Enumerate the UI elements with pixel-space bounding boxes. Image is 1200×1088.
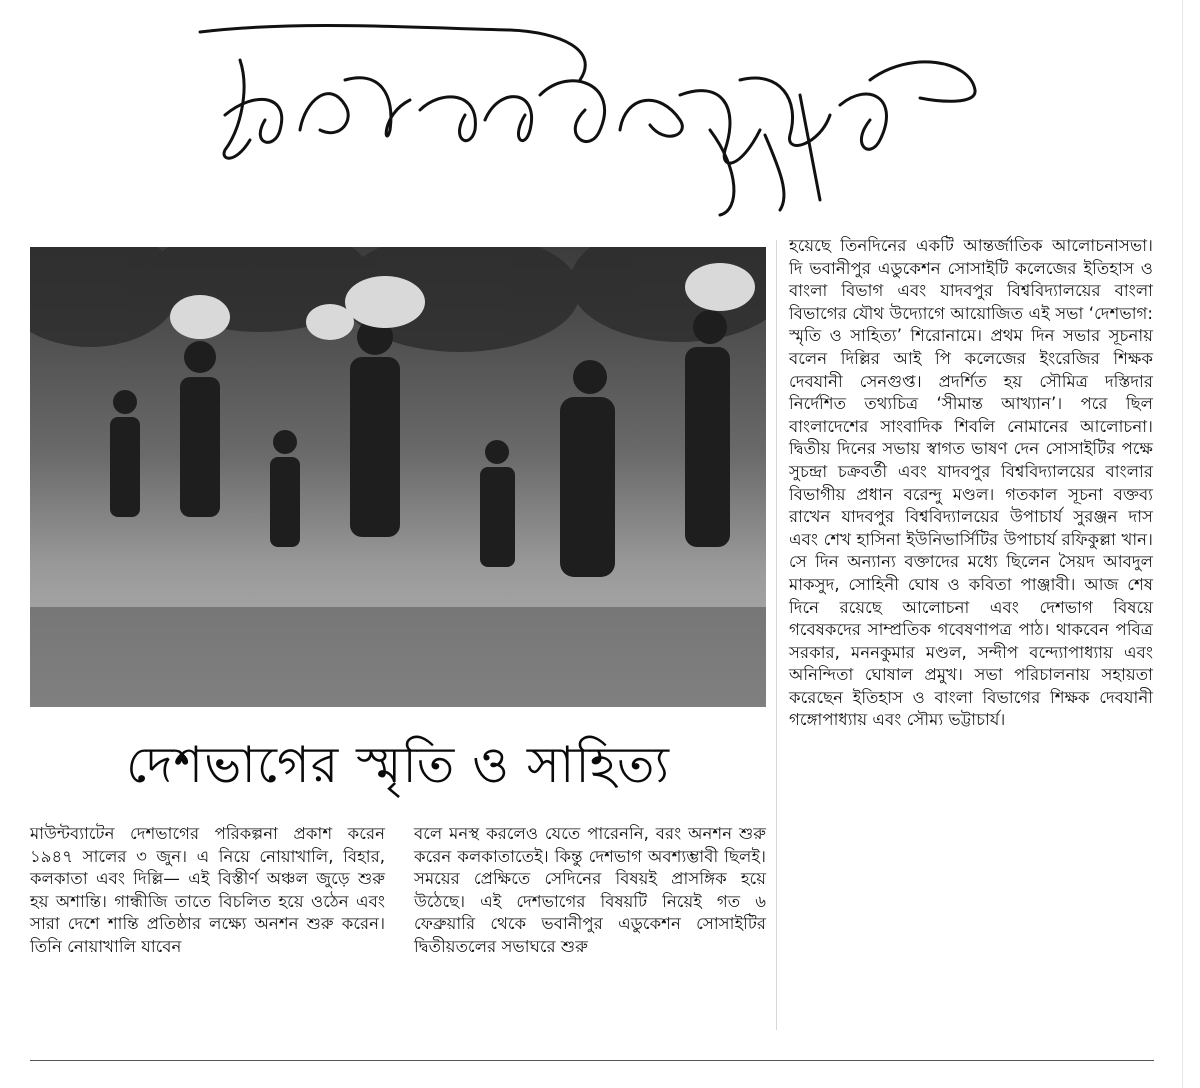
- page-edge-rule: [1182, 0, 1183, 1088]
- column-1-text: মাউন্টব্যাটেন দেশভাগের পরিকল্পনা প্রকাশ করেন ১৯৪৭ সালের ৩ জুন। এ নিয়ে নোয়াখালি, বিহার, কলকাতা এবং দিল্লি— এই বিস্তীর্ণ অঞ্চল জুড়ে শুরু হয় অশান্তি। গান্ধীজি তাতে বিচলিত হয়ে ওঠেন এবং সারা দেশে শান্তি প্রতিষ্ঠার লক্ষ্যে অনশন শুরু করেন। তিনি নোয়াখালি যাবেন: [30, 824, 385, 956]
- article-column-3: [789, 235, 1153, 732]
- refugee-march-photo: [30, 247, 766, 707]
- handwritten-masthead-icon: [180, 20, 980, 230]
- article-headline: দেশভাগের স্মৃতি ও সাহিত্য: [126, 736, 670, 794]
- column-divider: [776, 240, 777, 1030]
- column-3-text: হয়েছে তিনদিনের একটি আন্তর্জাতিক আলোচনাসভা। দি ভবানীপুর এডুকেশন সোসাইটি কলেজের ইতিহাস ও বাংলা বিভাগ এবং যাদবপুর বিশ্ববিদ্যালয়ের বাংলা বিভাগের যৌথ উদ্যোগে আয়োজিত এই সভা ‘দেশভাগ: স্মৃতি ও সাহিত্য’ শিরোনামে। প্রথম দিন সভার সূচনায় বলেন দিল্লির আই পি কলেজের ইংরেজির শিক্ষক দেবযানী সেনগুপ্ত। প্রদর্শিত হয় সৌমিত্র দস্তিদার নির্দেশিত তথ্যচিত্র ‘সীমান্ত আখ্যান’। পরে ছিল বাংলাদেশের সাংবাদিক শিবলি নোমানের আলোচনা। দ্বিতীয় দিনের সভায় স্বাগত ভাষণ দেন সোসাইটির পক্ষে সুচন্দ্রা চক্রবর্তী এবং যাদবপুর বিশ্ববিদ্যালয়ের বাংলার বিভাগীয় প্রধান বরেন্দু মণ্ডল। গতকাল সূচনা বক্তব্য রাখেন যাদবপুর বিশ্ববিদ্যালয়ের উপাচার্য সুরঞ্জন দাস এবং শেখ হাসিনা ইউনিভার্সিটির উপাচার্য রফিকুল্লা খান। সে দিন অন্যান্য বক্তাদের মধ্যে ছিলেন সৈয়দ আবদুল মাকসুদ, সোহিনী ঘোষ ও কবিতা পাঞ্জাবী। আজ শেষ দিনে রয়েছে আলোচনা এবং দেশভাগ বিষয়ে গবেষকদের সাম্প্রতিক গবেষণাপত্র পাঠ। থাকবেন পবিত্র সরকার, মননকুমার মণ্ডল, সন্দীপ বন্দ্যোপাধ্যায় এবং অনিন্দিতা ঘোষাল প্রমুখ। সভা পরিচালনায় সহায়তা করেছেন ইতিহাস ও বাংলা বিভাগের শিক্ষক দেবযানী গঙ্গোপাধ্যায় এবং সৌম্য ভট্টাচার্য।: [789, 236, 1153, 730]
- column-2-text: বলে মনস্থ করলেও যেতে পারেননি, বরং অনশন শুরু করেন কলকাতাতেই। কিন্তু দেশভাগ অবশ্যম্ভাবী ছিলই। সময়ের প্রেক্ষিতে সেদিনের বিষয়ই প্রাসঙ্গিক হয়ে উঠেছে। এই দেশভাগের বিষয়টি নিয়েই গত ৬ ফেব্রুয়ারি থেকে ভবানীপুর এডুকেশন সোসাইটির দ্বিতীয়তলের সভাঘরে শুরু: [414, 824, 766, 956]
- masthead-logo: [180, 20, 980, 230]
- article-column-1: [30, 823, 385, 959]
- bottom-rule: [30, 1060, 1154, 1061]
- photo-icon: [30, 247, 766, 707]
- article-column-2: [414, 823, 766, 959]
